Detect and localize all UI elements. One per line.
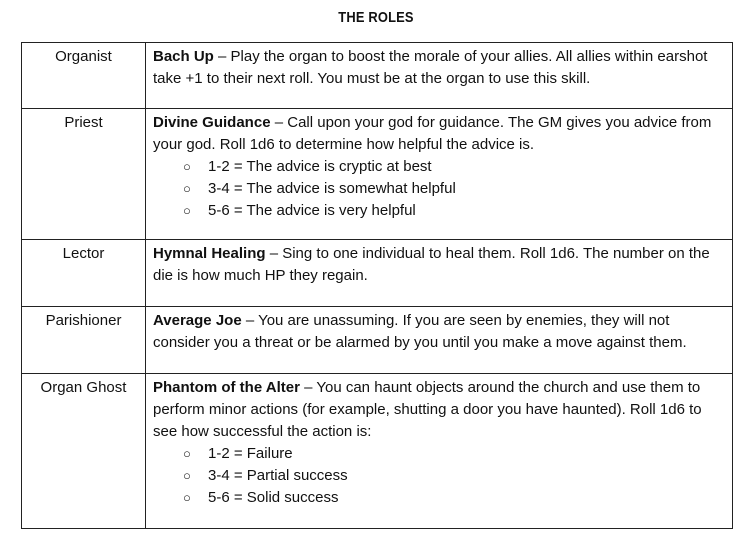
circle-bullet-icon: ○ [183, 159, 191, 174]
outcome-text: 1-2 = Failure [208, 445, 293, 462]
table-row [22, 43, 733, 109]
skill-dash: – [299, 379, 317, 396]
skill-dash: – [265, 245, 283, 262]
list-item [183, 200, 726, 222]
outcome-text: 1-2 = The advice is cryptic at best [208, 158, 432, 175]
outcome-list [153, 156, 726, 222]
table-row [22, 307, 733, 374]
table-row [22, 374, 733, 529]
skill-description: Play the organ to boost the morale of your allies. All allies within earshot take +1 to their next roll. You must be at the organ to use this skill. [153, 48, 708, 87]
outcome-text: 3-4 = The advice is somewhat helpful [208, 180, 456, 197]
circle-bullet-icon: ○ [183, 203, 191, 218]
role-name-cell [22, 109, 146, 240]
role-name: Organ Ghost [40, 379, 127, 396]
role-name-cell [22, 307, 146, 374]
role-name: Parishioner [45, 312, 122, 329]
circle-bullet-icon: ○ [183, 446, 191, 461]
circle-bullet-icon: ○ [183, 490, 191, 505]
skill-dash: – [241, 312, 259, 329]
list-item [183, 156, 726, 178]
skill-name: Average Joe [153, 312, 242, 329]
role-description-cell [146, 374, 733, 529]
role-name-cell [22, 374, 146, 529]
role-name: Priest [64, 114, 103, 131]
role-description-cell [146, 240, 733, 307]
page-title: THE ROLES [338, 9, 414, 26]
outcome-list [153, 443, 726, 509]
roles-table [21, 42, 733, 529]
circle-bullet-icon: ○ [183, 468, 191, 483]
circle-bullet-icon: ○ [183, 181, 191, 196]
table-row [22, 240, 733, 307]
skill-name: Hymnal Healing [153, 245, 266, 262]
role-name: Lector [62, 245, 105, 262]
skill-name: Phantom of the Alter [153, 379, 300, 396]
skill-dash: – [213, 48, 231, 65]
outcome-text: 3-4 = Partial success [208, 467, 348, 484]
skill-description: You are unassuming. If you are seen by enemies, they will not consider you a threat or be alarmed by you until you make a move against them. [153, 312, 687, 351]
list-item [183, 443, 726, 465]
list-item [183, 465, 726, 487]
list-item [183, 487, 726, 509]
role-name-cell [22, 43, 146, 109]
skill-dash: – [270, 114, 288, 131]
outcome-text: 5-6 = Solid success [208, 489, 339, 506]
skill-description: Call upon your god for guidance. The GM gives you advice from your god. Roll 1d6 to determine how helpful the advice is. [153, 114, 712, 153]
table-row [22, 109, 733, 240]
role-name: Organist [55, 48, 112, 65]
role-description-cell [146, 109, 733, 240]
role-name-cell [22, 240, 146, 307]
skill-description: Sing to one individual to heal them. Roll 1d6. The number on the die is how much HP they regain. [153, 245, 710, 284]
list-item [183, 178, 726, 200]
skill-description: You can haunt objects around the church and use them to perform minor actions (for example, shutting a door you have haunted). Roll 1d6 to see how successful the action is: [153, 379, 702, 440]
role-description-cell [146, 307, 733, 374]
skill-name: Bach Up [153, 48, 214, 65]
skill-name: Divine Guidance [153, 114, 271, 131]
role-description-cell [146, 43, 733, 109]
outcome-text: 5-6 = The advice is very helpful [208, 202, 416, 219]
